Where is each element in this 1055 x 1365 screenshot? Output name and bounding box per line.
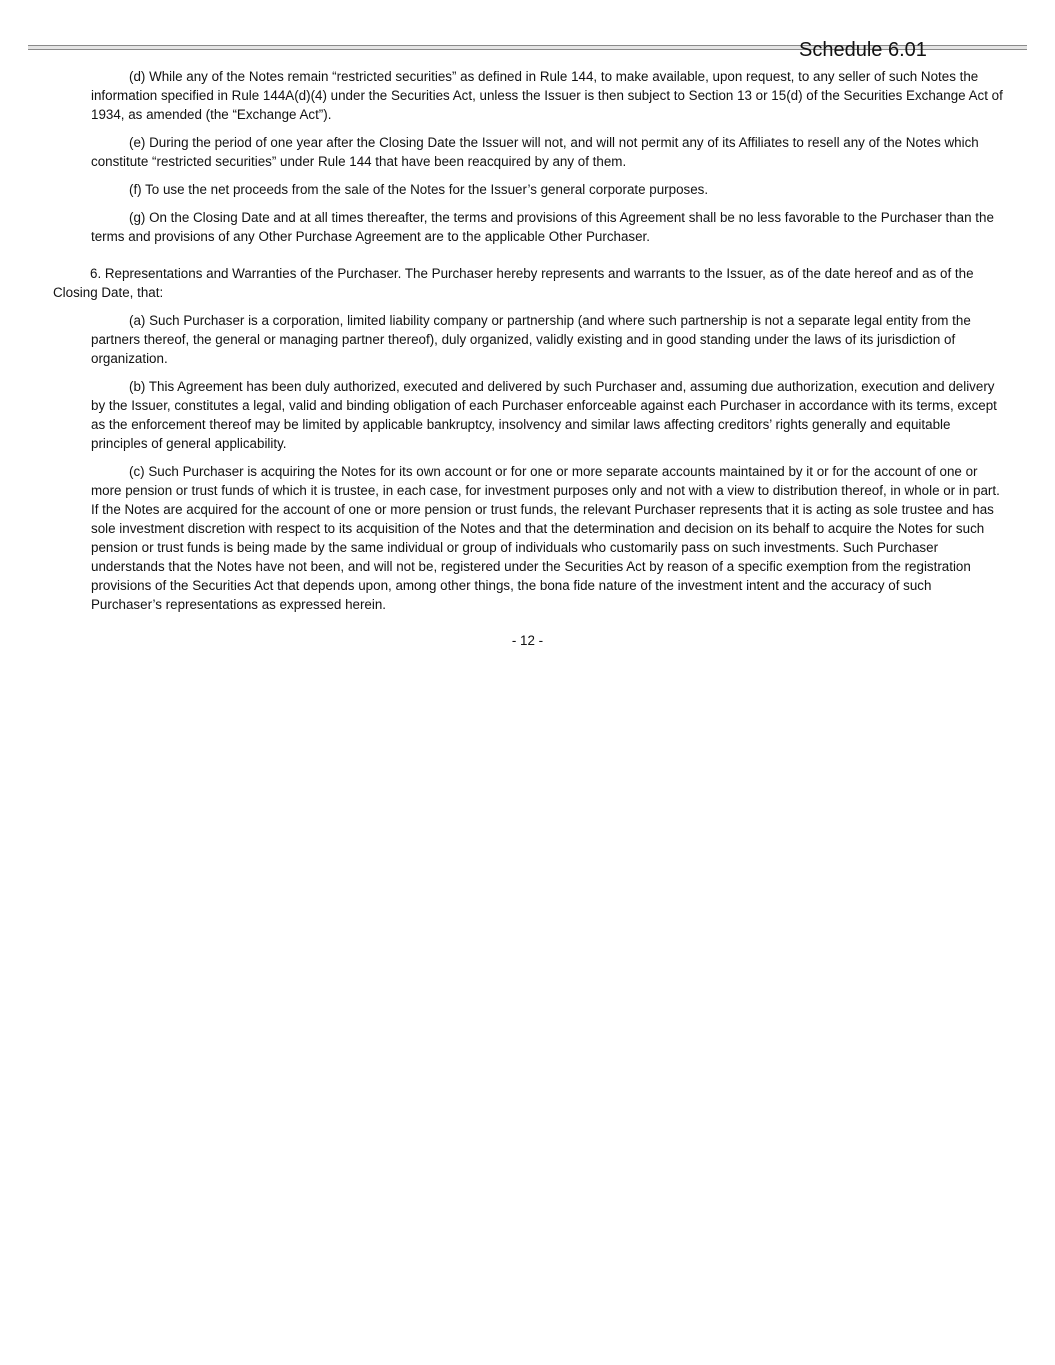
clause-e: (e) During the period of one year after the Closing Date the Issuer will not, and will not permit any of its Affiliates to resell any of the Notes which constitute “restricted securities” under Rule 144 that have been reacquired by any of them. [91, 135, 979, 169]
clause-g: (g) On the Closing Date and at all times thereafter, the terms and provisions of this Agreement shall be no less favorable to the Purchaser than the terms and provisions of any Other Purchase Agreement are to the applicable Other Purchaser. [91, 210, 994, 244]
schedule-label: Schedule 6.01 [799, 39, 927, 61]
clause-a: (a) Such Purchaser is a corporation, limited liability company or partnership (and where such partnership is not a separate legal entity from the partners thereof, the general or managing partner thereof), duly organized, validly existing and in good standing under the laws of its jurisdiction of organization. [91, 313, 971, 366]
clause-c: (c) Such Purchaser is acquiring the Notes for its own account or for one or more separate accounts maintained by it or for the account of one or more pension or trust funds of which it is trustee, in each case, for investment purposes only and not with a view to distribution thereof, in whole or in part. If the Notes are acquired for the account of one or more pension or trust funds, the relevant Purchaser represents that it is acting as sole trustee and has sole investment discretion with respect to its acquisition of the Notes and that the determination and decision on its behalf to acquire the Notes for such pension or trust funds is being made by the same individual or group of individuals who customarily pass on such investments. Such Purchaser understands that the Notes have not been, and will not be, registered under the Securities Act by reason of a specific exemption from the registration provisions of the Securities Act that depends upon, among other things, the bona fide nature of the investment intent and the accuracy of such Purchaser’s representations as expressed herein. [91, 464, 1000, 612]
document-body [0, 67, 1055, 623]
clause-b: (b) This Agreement has been duly authorized, executed and delivered by such Purchaser and, assuming due authorization, execution and delivery by the Issuer, constitutes a legal, valid and binding obligation of each Purchaser enforceable against each Purchaser in accordance with its terms, except as the enforcement thereof may be limited by applicable bankruptcy, insolvency and similar laws affecting creditors’ rights generally and equitable principles of general applicability. [91, 379, 997, 451]
clause-d: (d) While any of the Notes remain “restricted securities” as defined in Rule 144, to make available, upon request, to any seller of such Notes the information specified in Rule 144A(d)(4) under the Securities Act, unless the Issuer is then subject to Section 13 or 15(d) of the Securities Exchange Act of 1934, as amended (the “Exchange Act”). [91, 69, 1003, 122]
page-number: - 12 - [511, 633, 544, 648]
clause-f: (f) To use the net proceeds from the sale of the Notes for the Issuer’s general corporate purposes. [129, 182, 709, 197]
section-6-heading: 6. Representations and Warranties of the Purchaser. The Purchaser hereby represents and warrants to the Issuer, as of the date hereof and as of the Closing Date, that: [53, 266, 974, 300]
